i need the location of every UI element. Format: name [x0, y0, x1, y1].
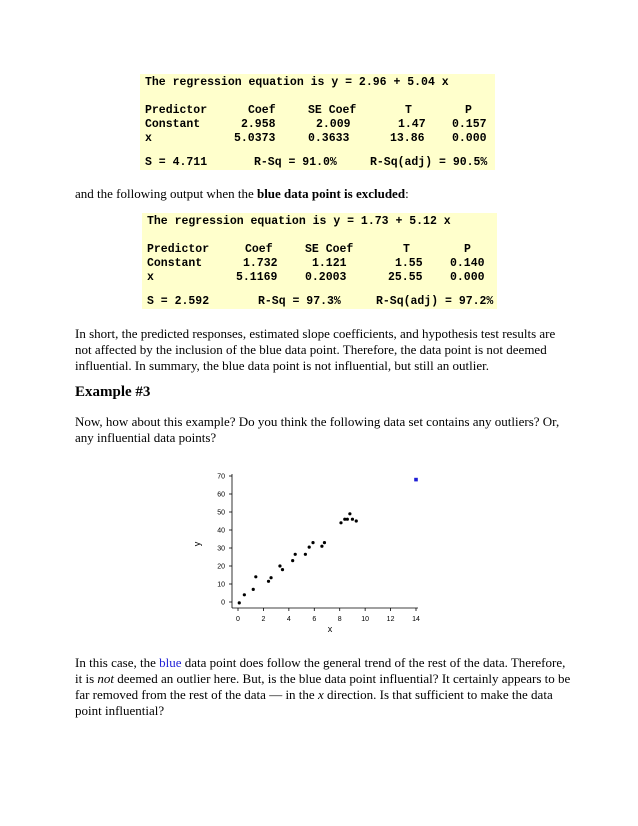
header-se-coef: SE Coef	[305, 243, 354, 256]
row-x-t: 13.86	[390, 132, 425, 145]
row-constant-label: Constant	[145, 118, 201, 131]
summary-paragraph: In short, the predicted responses, estimated slope coefficients, and hypothesis test results are not affected by the inclusion of the blue data point. Therefore, the data point is not deemed influential. In summary, the blue data point is not influential, but still an outlier.	[75, 326, 556, 373]
data-point	[243, 593, 246, 596]
data-point	[281, 568, 284, 571]
rsq-value-2: R-Sq = 97.3%	[258, 295, 341, 308]
row-constant-label: Constant	[147, 257, 203, 270]
y-tick-label: 0	[221, 599, 225, 607]
x-tick-label: 8	[337, 616, 342, 623]
header-t: T	[403, 243, 410, 256]
header-predictor: Predictor	[147, 243, 210, 256]
row-constant-p: 0.140	[450, 257, 485, 270]
regression-equation-1: The regression equation is y = 2.96 + 5.04 x	[145, 76, 449, 89]
data-point	[238, 601, 241, 604]
excluded-intro-text: and the following output when the blue data point is excluded:	[75, 186, 409, 201]
y-tick-label: 60	[217, 491, 225, 499]
rsq-value-1: R-Sq = 91.0%	[254, 156, 337, 169]
row-x-se: 0.3633	[308, 132, 350, 145]
regression-equation-2: The regression equation is y = 1.73 + 5.12 x	[147, 215, 451, 228]
row-x-t: 25.55	[388, 271, 423, 284]
header-t: T	[405, 104, 412, 117]
data-point	[351, 518, 354, 521]
regression-output-1	[140, 74, 495, 170]
header-coef: Coef	[248, 104, 276, 117]
y-tick-label: 10	[217, 581, 225, 589]
row-constant-coef: 2.958	[241, 118, 276, 131]
row-x-label: x	[147, 271, 154, 284]
x-tick-label: 10	[361, 616, 370, 623]
x-tick-label: 6	[312, 616, 317, 623]
y-tick-label: 30	[217, 545, 225, 553]
x-tick-label: 4	[286, 616, 291, 623]
scatter-plot	[190, 466, 430, 636]
highlighted-data-point	[414, 478, 418, 482]
data-point	[346, 518, 349, 521]
y-tick-label: 20	[217, 563, 225, 571]
x-emphasis: x	[317, 687, 324, 702]
y-tick-label: 40	[217, 527, 225, 535]
regression-output-2	[142, 213, 497, 309]
question-paragraph: Now, how about this example? Do you think the following data set contains any outliers? Or, any influential data points?	[75, 414, 560, 445]
data-point	[323, 541, 326, 544]
data-point	[311, 541, 314, 544]
final-paragraph: In this case, the blue data point does follow the general trend of the rest of the data. Therefore, it is not deemed an outlier here. But, is the blue data point influential? It certainly appears to be far removed from the rest of the data — in the x direction. Is that sufficient to make the data point influential?	[75, 655, 571, 718]
example-heading: Example #3	[75, 384, 151, 400]
y-axis-label: y	[192, 541, 202, 547]
rsq-adj-value-2: R-Sq(adj) = 97.2%	[376, 295, 494, 308]
data-point	[252, 588, 255, 591]
rsq-adj-value-1: R-Sq(adj) = 90.5%	[370, 156, 488, 169]
data-point	[269, 576, 272, 579]
row-constant-se: 2.009	[316, 118, 351, 131]
row-constant-coef: 1.732	[243, 257, 278, 270]
data-point	[267, 580, 270, 583]
row-x-coef: 5.1169	[236, 271, 278, 284]
x-axis-label: x	[327, 624, 333, 634]
row-constant-t: 1.47	[398, 118, 426, 131]
row-x-coef: 5.0373	[234, 132, 276, 145]
header-coef: Coef	[245, 243, 273, 256]
plot-points	[238, 478, 418, 605]
row-x-p: 0.000	[450, 271, 485, 284]
excluded-emphasis: blue data point is excluded	[256, 186, 406, 201]
y-tick-label: 50	[217, 509, 225, 517]
row-constant-se: 1.121	[312, 257, 347, 270]
not-emphasis: not	[97, 671, 115, 686]
s-value-2: S = 2.592	[147, 295, 210, 308]
data-point	[308, 546, 311, 549]
data-point	[294, 553, 297, 556]
x-tick-label: 14	[412, 616, 420, 623]
x-tick-label: 12	[386, 616, 395, 623]
header-p: P	[465, 104, 472, 117]
data-point	[254, 575, 257, 578]
plot-axes	[217, 474, 420, 624]
row-constant-t: 1.55	[395, 257, 423, 270]
x-tick-label: 0	[236, 616, 240, 623]
row-constant-p: 0.157	[452, 118, 487, 131]
data-point	[320, 545, 323, 548]
data-point	[339, 521, 342, 524]
data-point	[304, 553, 307, 556]
header-p: P	[464, 243, 471, 256]
blue-word: blue	[159, 655, 182, 670]
data-point	[291, 559, 294, 562]
row-x-label: x	[145, 132, 152, 145]
row-x-se: 0.2003	[305, 271, 347, 284]
y-tick-label: 70	[217, 473, 225, 481]
row-x-p: 0.000	[452, 132, 487, 145]
header-se-coef: SE Coef	[308, 104, 357, 117]
header-predictor: Predictor	[145, 104, 208, 117]
data-point	[355, 519, 358, 522]
x-tick-label: 2	[261, 616, 266, 623]
s-value-1: S = 4.711	[145, 156, 208, 169]
data-point	[278, 564, 281, 567]
data-point	[348, 512, 351, 515]
